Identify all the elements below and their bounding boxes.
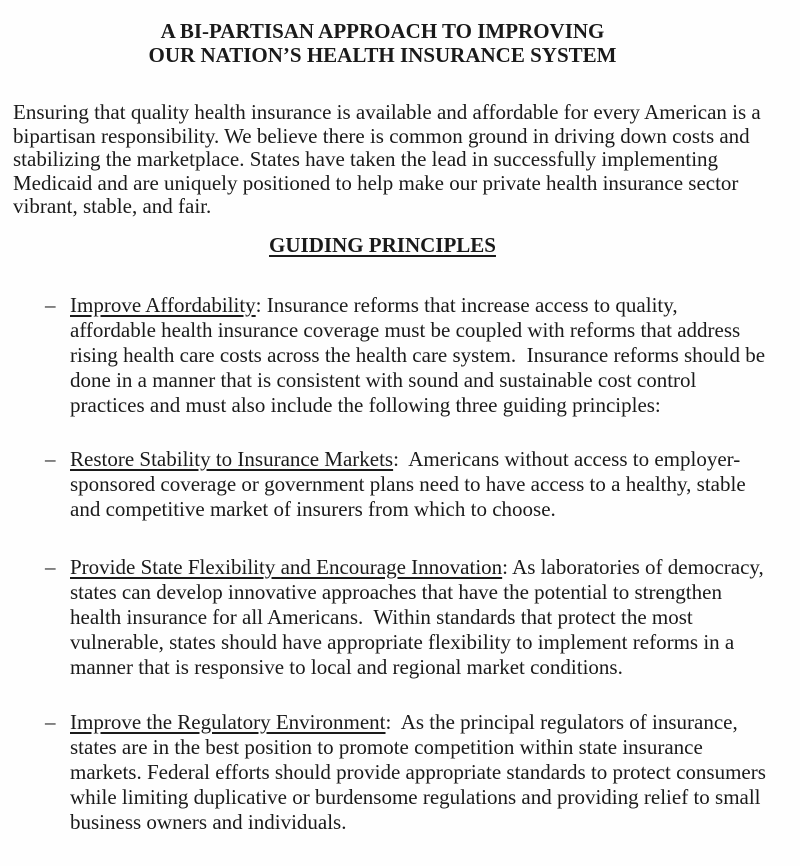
bullet-line: rising health care costs across the health care system. Insurance reforms should be	[70, 342, 766, 367]
bullet-line: practices and must also include the following three guiding principles:	[70, 392, 661, 417]
intro-line: Medicaid and are uniquely positioned to help make our private health insurance sector	[13, 170, 739, 195]
document-title-line-1: A BI-PARTISAN APPROACH TO IMPROVING	[160, 19, 605, 43]
bullet-first-line	[70, 293, 800, 318]
bullet-line: vulnerable, states should have appropriate flexibility to implement reforms in a	[70, 629, 735, 654]
bullet-term: Improve the Regulatory Environment	[70, 709, 386, 734]
bullet-line: and competitive market of insurers from which to choose.	[70, 496, 556, 521]
bullet-regulatory-environment	[45, 709, 800, 835]
bullet-rest: : As laboratories of democracy,	[502, 554, 764, 579]
bullet-line: done in a manner that is consistent with sound and sustainable cost control	[70, 367, 697, 392]
bullet-line: markets. Federal efforts should provide appropriate standards to protect consumers	[70, 759, 766, 784]
bullet-line: affordable health insurance coverage must be coupled with reforms that address	[70, 317, 741, 342]
bullet-dash: –	[45, 709, 56, 734]
bullet-first-line	[70, 447, 800, 472]
bullet-line: states can develop innovative approaches that have the potential to strengthen	[70, 579, 722, 604]
bullet-improve-affordability	[45, 292, 800, 418]
bullet-term: Restore Stability to Insurance Markets	[70, 446, 394, 471]
intro-line: vibrant, stable, and fair.	[13, 194, 212, 218]
bullet-dash: –	[45, 292, 56, 317]
intro-paragraph	[13, 101, 800, 219]
bullet-first-line	[70, 710, 800, 735]
intro-line: stabilizing the marketplace. States have taken the lead in successfully implementing	[13, 147, 719, 171]
intro-line: bipartisan responsibility. We believe there is common ground in driving down costs and	[13, 123, 750, 148]
bullet-line: health insurance for all Americans. Within standards that protect the most	[70, 604, 693, 629]
bullet-rest: : Americans without access to employer-	[393, 446, 741, 471]
bullet-line: while limiting duplicative or burdensome regulations and providing relief to small	[70, 784, 761, 809]
bullet-line: manner that is responsive to local and regional market conditions.	[70, 654, 623, 679]
document-title	[0, 19, 765, 67]
bullet-line: states are in the best position to promote competition within state insurance	[70, 734, 703, 759]
bullet-restore-stability	[45, 446, 800, 522]
intro-line: Ensuring that quality health insurance is available and affordable for every American is a	[13, 100, 761, 124]
section-heading-text: GUIDING PRINCIPLES	[269, 232, 496, 257]
bullet-term: Improve Affordability	[70, 292, 256, 317]
bullet-term: Provide State Flexibility and Encourage Innovation	[70, 554, 503, 579]
section-heading	[0, 233, 765, 257]
bullet-rest: : As the principal regulators of insurance,	[385, 709, 738, 734]
bullet-dash: –	[45, 554, 56, 579]
bullet-first-line	[70, 555, 800, 580]
bullet-state-flexibility	[45, 554, 800, 680]
bullet-dash: –	[45, 446, 56, 471]
bullet-line: business owners and individuals.	[70, 809, 347, 834]
bullet-line: sponsored coverage or government plans need to have access to a healthy, stable	[70, 471, 746, 496]
document-title-line-2: OUR NATION’S HEALTH INSURANCE SYSTEM	[148, 43, 617, 67]
bullet-rest: : Insurance reforms that increase access to quality,	[255, 292, 678, 317]
